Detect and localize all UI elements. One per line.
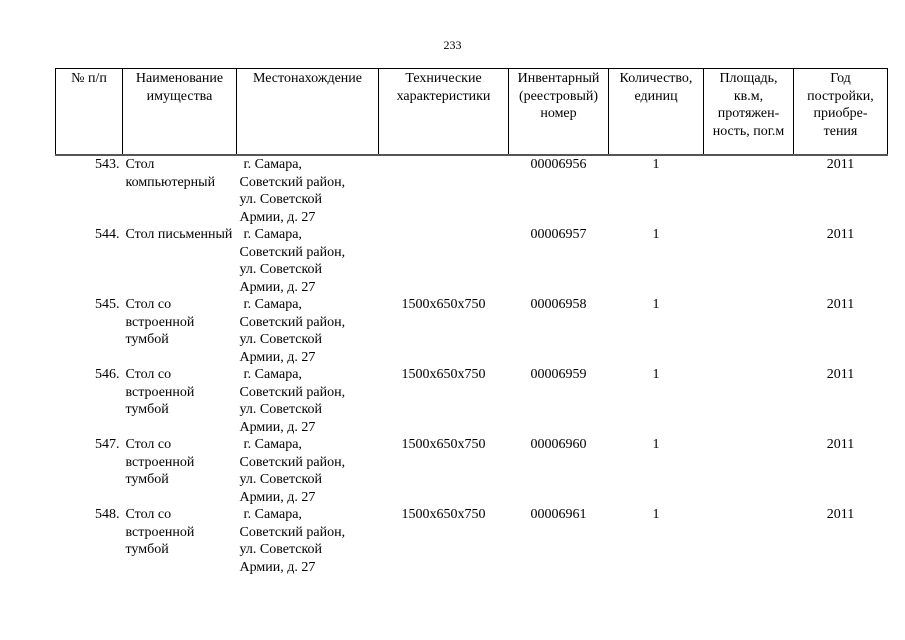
table-header (56, 69, 888, 156)
header-name: Наименование имущества (123, 69, 237, 156)
row-location-line: г. Самара, (243, 297, 302, 312)
table-row (56, 436, 888, 506)
row-location-line: г. Самара, (243, 437, 302, 452)
row-location (237, 506, 379, 576)
table-row (56, 506, 888, 576)
row-location-line: ул. Советской (239, 402, 323, 417)
row-specs (379, 226, 509, 296)
row-name-text: Стол письменный (125, 227, 233, 242)
row-name (123, 436, 237, 506)
row-name-text: Стол со встроенной тумбой (125, 507, 195, 557)
row-year-text: 2011 (826, 157, 855, 172)
row-specs-text: 1500x650x750 (401, 297, 486, 312)
row-inventory (509, 506, 609, 576)
row-inventory (509, 436, 609, 506)
row-specs (379, 155, 509, 226)
header-inventory: Инвентарный (реестровый) номер (509, 69, 609, 156)
row-location-line: Армии, д. 27 (239, 349, 316, 365)
row-location (237, 366, 379, 436)
row-year-text: 2011 (826, 507, 855, 522)
table-row (56, 366, 888, 436)
row-area (704, 366, 794, 436)
row-area (704, 506, 794, 576)
header-quantity: Количество, единиц (609, 69, 704, 156)
row-quantity-text: 1 (652, 157, 660, 172)
row-year (794, 226, 888, 296)
row-inventory-text: 00006958 (530, 297, 587, 312)
row-area (704, 296, 794, 366)
page-number: 233 (443, 38, 462, 52)
row-quantity-text: 1 (652, 507, 660, 522)
row-quantity (609, 366, 704, 436)
table-row (56, 226, 888, 296)
row-location-line: ул. Советской (239, 262, 323, 277)
row-location-line: Советский район, (239, 454, 346, 470)
row-number-text: 545. (95, 297, 120, 312)
row-quantity (609, 226, 704, 296)
row-name (123, 226, 237, 296)
row-quantity-text: 1 (652, 437, 660, 452)
header-specs: Технические характеристики (379, 69, 509, 156)
table-row (56, 296, 888, 366)
row-quantity-text: 1 (652, 297, 660, 312)
row-number-text: 543. (95, 157, 120, 172)
row-inventory (509, 226, 609, 296)
row-number-text: 548. (95, 507, 120, 522)
row-year-text: 2011 (826, 437, 855, 452)
row-quantity-text: 1 (652, 367, 660, 382)
row-number-text: 547. (95, 437, 120, 452)
row-area (704, 155, 794, 226)
row-area (704, 436, 794, 506)
row-name (123, 155, 237, 226)
row-inventory (509, 296, 609, 366)
row-year (794, 366, 888, 436)
row-inventory-text: 00006956 (530, 157, 587, 172)
row-location-line: г. Самара, (243, 507, 302, 522)
row-location-line: Советский район, (239, 244, 346, 260)
row-inventory (509, 155, 609, 226)
row-location (237, 226, 379, 296)
row-location-line: г. Самара, (243, 157, 302, 172)
row-year-text: 2011 (826, 367, 855, 382)
row-inventory-text: 00006960 (530, 437, 587, 452)
row-location-line: Советский район, (239, 174, 346, 190)
row-location-line: Армии, д. 27 (239, 489, 316, 505)
row-name (123, 506, 237, 576)
row-quantity (609, 436, 704, 506)
row-number (56, 366, 123, 436)
row-number-text: 546. (95, 367, 120, 382)
row-location-line: Советский район, (239, 384, 346, 400)
row-inventory-text: 00006959 (530, 367, 587, 382)
row-number-text: 544. (95, 227, 120, 242)
row-location-line: ул. Советской (239, 332, 323, 347)
row-location-line: Советский район, (239, 524, 346, 540)
row-name-text: Стол со встроенной тумбой (125, 367, 195, 417)
row-name (123, 296, 237, 366)
row-location-line: Армии, д. 27 (239, 279, 316, 295)
property-registry-table (55, 68, 888, 576)
row-specs (379, 506, 509, 576)
row-quantity (609, 155, 704, 226)
row-specs-text: 1500x650x750 (401, 437, 486, 452)
row-inventory-text: 00006957 (530, 227, 587, 242)
row-name (123, 366, 237, 436)
row-location (237, 296, 379, 366)
row-number (56, 296, 123, 366)
row-location-line: Армии, д. 27 (239, 419, 316, 435)
row-year (794, 436, 888, 506)
row-year-text: 2011 (826, 227, 855, 242)
row-location-line: г. Самара, (243, 227, 302, 242)
row-name-text: Стол со встроенной тумбой (125, 437, 195, 487)
row-location-line: г. Самара, (243, 367, 302, 382)
row-location (237, 155, 379, 226)
row-year-text: 2011 (826, 297, 855, 312)
row-inventory-text: 00006961 (530, 507, 587, 522)
header-location: Местонахождение (237, 69, 379, 156)
row-location-line: Армии, д. 27 (239, 559, 316, 575)
row-quantity (609, 296, 704, 366)
row-location-line: ул. Советской (239, 472, 323, 487)
row-location-line: ул. Советской (239, 542, 323, 557)
header-year: Год постройки, приобре-тения (794, 69, 888, 156)
row-year (794, 155, 888, 226)
row-specs (379, 296, 509, 366)
row-number (56, 436, 123, 506)
row-name-text: Стол со встроенной тумбой (125, 297, 195, 347)
row-number (56, 155, 123, 226)
header-number: № п/п (56, 69, 123, 156)
row-specs-text: 1500x650x750 (401, 507, 486, 522)
row-location-line: Армии, д. 27 (239, 209, 316, 225)
row-name-text: Стол компьютерный (125, 157, 216, 190)
header-area: Площадь, кв.м, протяжен-ность, пог.м (704, 69, 794, 156)
row-location-line: ул. Советской (239, 192, 323, 207)
row-inventory (509, 366, 609, 436)
row-specs-text: 1500x650x750 (401, 367, 486, 382)
table-body (56, 155, 888, 576)
row-location-line: Советский район, (239, 314, 346, 330)
row-number (56, 226, 123, 296)
row-specs (379, 366, 509, 436)
row-year (794, 506, 888, 576)
row-specs (379, 436, 509, 506)
row-location (237, 436, 379, 506)
row-area (704, 226, 794, 296)
row-quantity-text: 1 (652, 227, 660, 242)
table-row (56, 155, 888, 226)
row-number (56, 506, 123, 576)
row-quantity (609, 506, 704, 576)
row-year (794, 296, 888, 366)
